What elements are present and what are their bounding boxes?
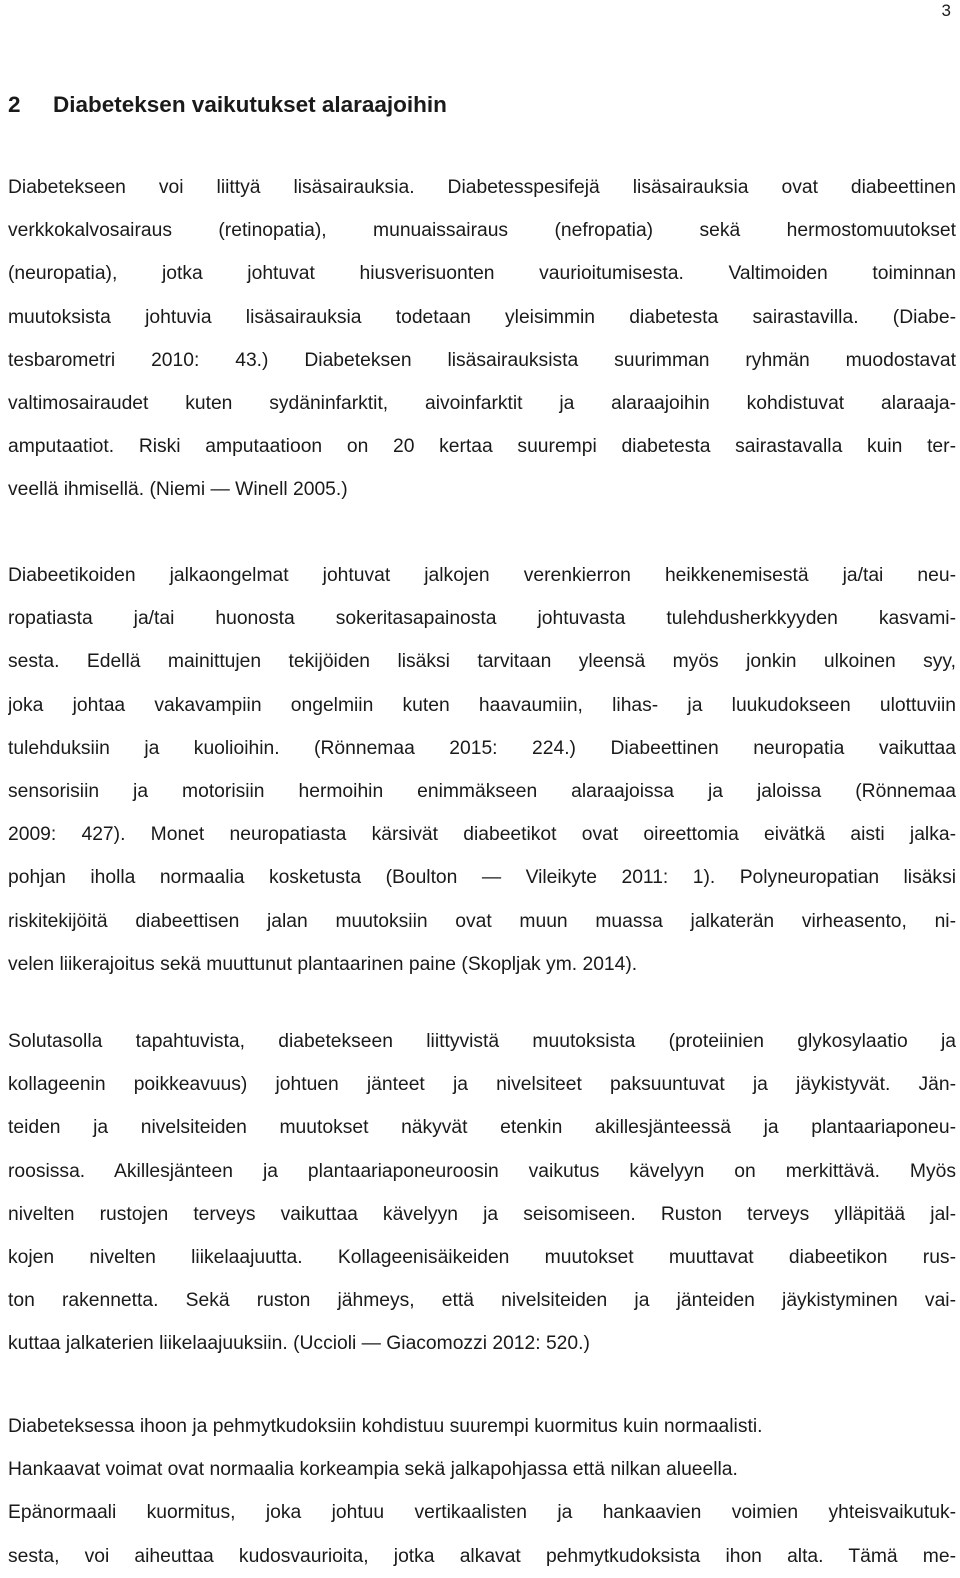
page-number: 3 (941, 1, 951, 20)
paragraph-line: riskitekijöitä diabeettisen jalan muutoksiin ovat muun muassa jalkaterän virheasento, ni- (8, 910, 956, 932)
paragraph-foot-problems (8, 554, 956, 986)
paragraph-line: Diabeetikoiden jalkaongelmat johtuvat jalkojen verenkierron heikkenemisestä ja/tai neu- (8, 565, 956, 586)
paragraph-line: Solutasolla tapahtuvista, diabetekseen liittyvistä muutoksista (proteiinien glykosylaatio ja (8, 1031, 956, 1052)
section-heading (8, 90, 447, 120)
paragraph-line: nivelten rustojen terveys vaikuttaa kävelyyn ja seisomiseen. Ruston terveys ylläpitää jal- (8, 1203, 956, 1225)
paragraph-line: kojen nivelten liikelaajuutta. Kollageenisäikeiden muutokset muuttavat diabeetikon rus- (8, 1246, 956, 1268)
paragraph-line: ropatiasta ja/tai huonosta sokeritasapainosta johtuvasta tulehdusherkkyyden kasvami- (8, 608, 956, 630)
paragraph-complications (8, 166, 956, 512)
paragraph-line: tesbarometri 2010: 43.) Diabeteksen lisäsairauksista suurimman ryhmän muodostavat (8, 349, 956, 371)
paragraph-line: Diabetekseen voi liittyä lisäsairauksia. Diabetesspesifejä lisäsairauksia ovat diabeettinen (8, 177, 956, 198)
paragraph-line: kollageenin poikkeavuus) johtuen jänteet ja nivelsiteet paksuuntuvat ja jäykistyvät. Jän- (8, 1074, 956, 1096)
section-title: Diabeteksen vaikutukset alaraajoihin (53, 92, 447, 117)
paragraph-line: kuttaa jalkaterien liikelaajuuksiin. (Uccioli — Giacomozzi 2012: 520.) (8, 1333, 590, 1355)
paragraph-line: sensorisiin ja motorisiin hermoihin enimmäkseen alaraajoissa ja jaloissa (Rönnemaa (8, 780, 956, 802)
paragraph-line: 2009: 427). Monet neuropatiasta kärsivät diabeetikot ovat oireettomia eivätkä aisti jalka- (8, 824, 956, 846)
paragraph-tendons (8, 1020, 956, 1366)
paragraph-line: verkkokalvosairaus (retinopatia), munuaissairaus (nefropatia) sekä hermostomuutokset (8, 220, 956, 242)
paragraph-line: Hankaavat voimat ovat normaalia korkeampia sekä jalkapohjassa että nilkan alueella. (8, 1459, 738, 1481)
paragraph-line: sesta, voi aiheuttaa kudosvaurioita, jotka alkavat pehmytkudoksista ihon alta. Tämä me- (8, 1545, 956, 1567)
paragraph-line: valtimosairaudet kuten sydäninfarktit, aivoinfarktit ja alaraajoihin kohdistuvat alaraaja- (8, 392, 956, 414)
paragraph-line: tulehduksiin ja kuolioihin. (Rönnemaa 2015: 224.) Diabeettinen neuropatia vaikuttaa (8, 737, 956, 759)
paragraph-line: roosissa. Akillesjänteen ja plantaariaponeuroosin vaikutus kävelyyn on merkittävä. Myös (8, 1160, 956, 1182)
paragraph-line: muutoksista johtuvia lisäsairauksia todetaan yleisimmin diabetesta sairastavilla. (Diabe- (8, 306, 956, 328)
section-number: 2 (8, 92, 21, 117)
paragraph-line: Diabeteksessa ihoon ja pehmytkudoksiin kohdistuu suurempi kuormitus kuin normaalisti. (8, 1416, 763, 1437)
paragraph-line: pohjan iholla normaalia kosketusta (Boulton — Vileikyte 2011: 1). Polyneuropatian lisäksi (8, 867, 956, 889)
paragraph-line: velen liikerajoitus sekä muuttunut plantaarinen paine (Skopljak ym. 2014). (8, 953, 638, 975)
paragraph-line: Epänormaali kuormitus, joka johtuu vertikaalisten ja hankaavien voimien yhteisvaikutuk- (8, 1502, 956, 1524)
paragraph-line: joka johtaa vakavampiin ongelmiin kuten haavaumiin, lihas- ja luukudokseen ulottuviin (8, 694, 956, 716)
paragraph-line: amputaatiot. Riski amputaatioon on 20 kertaa suurempi diabetesta sairastavalla kuin ter- (8, 436, 956, 458)
paragraph-line: (neuropatia), jotka johtuvat hiusverisuonten vaurioitumisesta. Valtimoiden toiminnan (8, 263, 956, 285)
paragraph-skin-loading (8, 1405, 956, 1578)
paragraph-line: teiden ja nivelsiteiden muutokset näkyvät etenkin akillesjänteessä ja plantaariaponeu- (8, 1117, 956, 1139)
paragraph-line: veellä ihmisellä. (Niemi — Winell 2005.) (8, 479, 348, 501)
paragraph-line: ton rakennetta. Sekä ruston jähmeys, että nivelsiteiden ja jänteiden jäykistyminen vai- (8, 1290, 956, 1312)
paragraph-line: sesta. Edellä mainittujen tekijöiden lisäksi tarvitaan yleensä myös jonkin ulkoinen syy, (8, 651, 956, 673)
